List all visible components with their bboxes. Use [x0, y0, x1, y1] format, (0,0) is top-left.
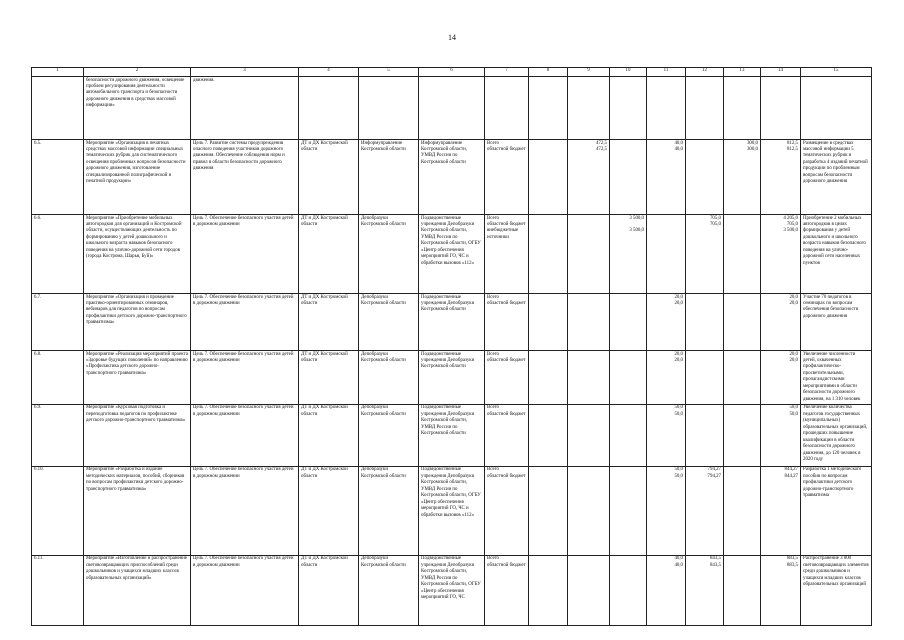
goal-text: Цель 7. Обеспечение безопасного участия детей в дорожном движении: [191, 215, 299, 294]
amount-value: [612, 467, 644, 473]
funding-source: [485, 555, 529, 625]
funding-source-line: областной бюджет: [487, 411, 526, 417]
co-executor: Депобразуки Костромской области: [359, 555, 419, 625]
amount-cell: [568, 77, 610, 140]
amount-value: [726, 78, 758, 84]
executor: ДТ и ДХ Костромской области: [299, 294, 359, 351]
amount-cell: [610, 466, 647, 555]
table-row: [32, 215, 872, 294]
funding-source-line: Всего: [487, 215, 499, 221]
row-number: 6.10.: [32, 466, 84, 555]
amount-value: 812,5: [786, 140, 798, 146]
recipient: [419, 77, 485, 140]
amount-cell: [610, 294, 647, 351]
amount-value: 3 500,0: [783, 228, 798, 234]
amount-value: 50,0: [789, 411, 798, 417]
amount-cell: [568, 466, 610, 555]
funding-source-line: областной бюджет: [487, 146, 526, 152]
amount-value: [531, 352, 565, 358]
table-row: [32, 555, 872, 625]
amount-value: 50,0: [674, 405, 683, 411]
funding-source-line: Всего: [487, 467, 499, 473]
event-name: Мероприятие «Разработка и издание методических материалов, пособий, сборников по вопросам профилактики детского дорожно-транспортного травматизма»: [84, 466, 191, 555]
funding-source-line: областной бюджет: [487, 357, 526, 363]
amount-value: 20,0: [789, 300, 798, 306]
amount-cell: [529, 294, 568, 351]
program-table: [31, 67, 872, 626]
amount-value: 705,0: [709, 215, 721, 221]
expected-result: Участие 70 педагогов в семинарах по вопросам обеспечения безопасности дорожного движения: [801, 294, 872, 351]
amount-value: [688, 352, 721, 358]
expected-result: Разработка 1 методического пособия по вопросам профилактики детского дорожно-транспортного травматизма: [801, 466, 872, 555]
amount-cell: [761, 77, 801, 140]
executor: [299, 77, 359, 140]
amount-value: 20,0: [789, 351, 798, 357]
amount-value: [570, 556, 607, 562]
amount-value: [531, 216, 565, 222]
row-number: 6.7.: [32, 294, 84, 351]
amount-cell: [724, 404, 761, 466]
co-executor: Информуправление Костромской области: [359, 140, 419, 215]
funding-source-line: [487, 78, 526, 84]
funding-source-line: Всего: [487, 140, 499, 146]
table-body: [32, 68, 872, 626]
amount-value: [570, 405, 607, 411]
amount-value: [531, 295, 565, 301]
amount-cell: [647, 294, 686, 351]
amount-value: 794,27: [707, 473, 721, 479]
expected-result: Увеличение количества педагогов государственных (муниципальных) образовательных организаций, прошедших повышение квалификации в области безопасности дорожного движения, до 120 человек в 2020 году: [801, 404, 872, 466]
funding-source-line: Всего: [487, 351, 499, 357]
amount-value: 472,5: [595, 140, 607, 146]
amount-value: 4 205,0: [783, 215, 798, 221]
amount-value: 705,0: [786, 221, 798, 227]
amount-cell: [610, 555, 647, 625]
amount-value: [531, 141, 565, 147]
page-number: 14: [448, 33, 456, 42]
column-number: 7: [485, 68, 529, 77]
amount-value: [726, 216, 758, 222]
amount-cell: [568, 404, 610, 466]
funding-source-line: Всего: [487, 294, 499, 300]
amount-cell: [686, 351, 724, 405]
amount-value: 705,0: [709, 221, 721, 227]
funding-source-line: областной бюджет: [487, 473, 526, 479]
event-name: Мероприятие «Организация в печатных средствах массовой информации специальных тематических рубрик для систематического освещения проблемных вопросов безопасности дорожного движения, изготовление специализированной полиграфической и печатной продукции»: [84, 140, 191, 215]
amount-value: 20,0: [789, 357, 798, 363]
goal-text: Цель 7. Обеспечение безопасного участия детей в дорожном движении: [191, 555, 299, 625]
amount-value: 20,0: [789, 294, 798, 300]
funding-source: [485, 215, 529, 294]
event-name: Мероприятие «Изготовление и распространение световозвращающих приспособлений среди дошкольников и учащихся младших классов образовательных организаций»: [84, 555, 191, 625]
amount-value: 300,0: [746, 140, 758, 146]
amount-value: [531, 556, 565, 562]
amount-value: [726, 467, 758, 473]
column-number: 1: [32, 68, 84, 77]
funding-source-line: внебюджетные источники: [487, 228, 519, 240]
funding-source: [485, 140, 529, 215]
table-row: [32, 466, 872, 555]
amount-value: 3 500,0: [629, 228, 644, 234]
amount-cell: [686, 404, 724, 466]
amount-cell: [761, 140, 801, 215]
amount-value: [726, 405, 758, 411]
recipient: Подведомственные учреждения Депобразуки Костромской области, УМВД России по Костромской области, ОГБУ «Центр обеспечения мероприятий ГО, ЧС: [419, 555, 485, 625]
event-name: Мероприятие «Курсовая подготовка и переподготовка педагогов по профилактике детского дорожно-транспортного травматизма»: [84, 404, 191, 466]
amount-cell: [761, 404, 801, 466]
amount-cell: [529, 466, 568, 555]
amount-value: 20,0: [674, 357, 683, 363]
goal-text: Цель 7. Обеспечение безопасного участия детей в дорожном движении: [191, 404, 299, 466]
funding-source-line: областной бюджет: [487, 562, 526, 568]
amount-cell: [529, 404, 568, 466]
amount-value: 40,0: [674, 556, 683, 562]
amount-cell: [647, 555, 686, 625]
amount-value: 843,5: [709, 562, 721, 568]
amount-value: [612, 405, 644, 411]
column-number: 6: [419, 68, 485, 77]
amount-cell: [761, 215, 801, 294]
amount-value: [612, 556, 644, 562]
column-number: 15: [801, 68, 872, 77]
amount-value: [531, 78, 565, 84]
row-number: 6.5.: [32, 140, 84, 215]
column-number: 9: [568, 68, 610, 77]
amount-cell: [647, 77, 686, 140]
table-row: [32, 351, 872, 405]
amount-cell: [724, 466, 761, 555]
amount-value: 843,5: [709, 556, 721, 562]
amount-value: 3 500,0: [629, 215, 644, 221]
event-name: Мероприятие «Реализация мероприятий проекта «Здоровье будущих поколений» по направлению «Профилактика детского дорожно-транспортного травматизма»: [84, 351, 191, 405]
funding-source-line: областной бюджет: [487, 221, 526, 227]
amount-value: 50,0: [674, 473, 683, 479]
funding-source: [485, 77, 529, 140]
expected-result: Увеличение численности детей, охваченных профилактическо-просветительными, пропагандистскими мероприятиями в области безопасности дорожного движения, на 1 310 человек: [801, 351, 872, 405]
recipient: Подведомственные учреждения Депобразуки Костромской области, УМВД России по Костромской области, ОГБУ «Центр обеспечения мероприятий ГО, ЧС и обработки вызовов «112»: [419, 466, 485, 555]
funding-source: [485, 404, 529, 466]
amount-value: 794,27: [707, 467, 721, 473]
column-number: 3: [191, 68, 299, 77]
amount-cell: [724, 140, 761, 215]
event-name: Мероприятие «Приобретение мобильных автогородков для организаций и Костромской области, осуществляющих деятельность по формированию у детей дошкольного и школьного возраста навыков безопасного поведения на улично-дорожной сети городов (города Кострома, Шарья, Буй)»: [84, 215, 191, 294]
amount-value: [726, 352, 758, 358]
event-name: Мероприятие «Организация и проведение практико-ориентированных семинаров, вебинаров для педагогов по вопросам профилактики детского дорожно-транспортного травматизма»: [84, 294, 191, 351]
table-row: [32, 140, 872, 215]
co-executor: Депобразуки Костромской области: [359, 215, 419, 294]
amount-value: [612, 352, 644, 358]
amount-cell: [647, 140, 686, 215]
goal-text: Цель 7. Обеспечение безопасного участия детей в дорожном движении: [191, 294, 299, 351]
amount-cell: [568, 351, 610, 405]
goal-text: движения.: [191, 77, 299, 140]
amount-value: 50,0: [674, 467, 683, 473]
recipient: Информуправление Костромской области, УМВД России по Костромской области: [419, 140, 485, 215]
column-number: 2: [84, 68, 191, 77]
amount-cell: [686, 140, 724, 215]
amount-value: [688, 405, 721, 411]
goal-text: Цель 7. Обеспечение безопасного участия детей в дорожном движении: [191, 466, 299, 555]
amount-value: 844,27: [784, 467, 798, 473]
funding-source: [485, 294, 529, 351]
amount-cell: [686, 77, 724, 140]
amount-value: 472,5: [595, 146, 607, 152]
amount-cell: [761, 466, 801, 555]
recipient: Подведомственные учреждения Депобразуки Костромской области: [419, 351, 485, 405]
amount-cell: [647, 351, 686, 405]
amount-value: [612, 78, 644, 84]
amount-value: [726, 295, 758, 301]
funding-source: [485, 351, 529, 405]
expected-result: [801, 77, 872, 140]
amount-cell: [761, 555, 801, 625]
goal-text: Цель 7. Развитие системы предупреждения опасного поведения участников дорожного движения. Обеспечение соблюдения норм и правил в области безопасности дорожного движения: [191, 140, 299, 215]
amount-cell: [529, 140, 568, 215]
executor: ДТ и ДХ Костромской области: [299, 215, 359, 294]
amount-cell: [568, 215, 610, 294]
amount-value: 50,0: [674, 411, 683, 417]
amount-cell: [529, 77, 568, 140]
amount-value: 40,0: [674, 562, 683, 568]
amount-cell: [647, 215, 686, 294]
amount-value: [688, 295, 721, 301]
row-number: 6.6.: [32, 215, 84, 294]
amount-cell: [529, 215, 568, 294]
co-executor: [359, 77, 419, 140]
amount-value: [688, 141, 721, 147]
co-executor: Депобразуки Костромской области: [359, 294, 419, 351]
event-name: безопасности дорожного движения, освещение проблем регулирования деятельности автомобильного транспорта и безопасности дорожного движения в средствах массовой информации»: [84, 77, 191, 140]
amount-value: [531, 405, 565, 411]
column-number: 10: [610, 68, 647, 77]
amount-value: [570, 78, 607, 84]
amount-value: [612, 295, 644, 301]
amount-cell: [610, 351, 647, 405]
column-number-row: [32, 68, 872, 77]
expected-result: Приобретение 2 мобильных автогородков в целях формирования у детей дошкольного и школьного возраста навыков безопасного поведения на улично-дорожной сети населенных пунктов: [801, 215, 872, 294]
amount-value: 20,0: [674, 294, 683, 300]
amount-cell: [529, 555, 568, 625]
amount-value: 50,0: [789, 405, 798, 411]
funding-source-line: областной бюджет: [487, 300, 526, 306]
amount-value: [763, 78, 798, 84]
amount-cell: [610, 404, 647, 466]
column-number: 4: [299, 68, 359, 77]
amount-cell: [724, 555, 761, 625]
amount-cell: [724, 215, 761, 294]
amount-cell: [686, 466, 724, 555]
amount-value: 844,27: [784, 473, 798, 479]
amount-cell: [647, 466, 686, 555]
funding-source-line: Всего: [487, 556, 499, 562]
amount-value: [726, 556, 758, 562]
amount-cell: [610, 215, 647, 294]
amount-value: [570, 216, 607, 222]
amount-cell: [610, 140, 647, 215]
executor: ДТ и ДХ Костромской области: [299, 466, 359, 555]
executor: ДТ и ДХ Костромской области: [299, 404, 359, 466]
recipient: Подведомственные учреждения Депобразуки Костромской области, УМВД России по Костромской области, ОГБУ «Центр обеспечения мероприятий ГО, ЧС и обработки вызовов «112»: [419, 215, 485, 294]
expected-result: Размещение в средствах массовой информации 5 тематических рубрик и разработка 4 изданий печатной продукции по проблемным вопросам безопасности дорожного движения: [801, 140, 872, 215]
row-number: 6.8.: [32, 351, 84, 405]
recipient: Подведомственные учреждения Депобразуки Костромской области: [419, 294, 485, 351]
recipient: Подведомственные учреждения Депобразуки Костромской области, УМВД России по Костромской области: [419, 404, 485, 466]
column-number: 13: [724, 68, 761, 77]
co-executor: Депобразуки Костромской области: [359, 466, 419, 555]
funding-source: [485, 466, 529, 555]
amount-value: 20,0: [674, 351, 683, 357]
co-executor: Депобразуки Костромской области: [359, 404, 419, 466]
amount-cell: [761, 351, 801, 405]
amount-value: [570, 352, 607, 358]
amount-value: 40,0: [674, 140, 683, 146]
row-number: 6.9.: [32, 404, 84, 466]
column-number: 12: [686, 68, 724, 77]
amount-value: [570, 295, 607, 301]
amount-value: 300,0: [746, 146, 758, 152]
amount-cell: [568, 294, 610, 351]
amount-cell: [724, 294, 761, 351]
column-number: 14: [761, 68, 801, 77]
amount-value: [531, 467, 565, 473]
amount-cell: [686, 294, 724, 351]
executor: ДТ и ДХ Костромской области: [299, 351, 359, 405]
funding-source-line: Всего: [487, 405, 499, 411]
amount-value: 883,5: [786, 562, 798, 568]
amount-cell: [647, 404, 686, 466]
table-row: [32, 404, 872, 466]
amount-cell: [568, 555, 610, 625]
amount-value: 812,5: [786, 146, 798, 152]
table-row: [32, 294, 872, 351]
amount-value: 20,0: [674, 300, 683, 306]
column-number: 11: [647, 68, 686, 77]
amount-cell: [724, 77, 761, 140]
executor: ДТ и ДХ Костромской области: [299, 555, 359, 625]
amount-value: 883,5: [786, 556, 798, 562]
co-executor: Депобразуки Костромской области: [359, 351, 419, 405]
goal-text: Цель 7. Обеспечение безопасного участия детей в дорожном движении: [191, 351, 299, 405]
amount-value: [570, 467, 607, 473]
amount-value: 40,0: [674, 146, 683, 152]
table-row: [32, 77, 872, 140]
amount-value: [649, 78, 683, 84]
amount-cell: [724, 351, 761, 405]
column-number: 8: [529, 68, 568, 77]
amount-cell: [568, 140, 610, 215]
executor: ДТ и ДХ Костромской области: [299, 140, 359, 215]
amount-value: [649, 216, 683, 222]
amount-value: [688, 78, 721, 84]
row-number: 6.11.: [32, 555, 84, 625]
amount-value: [612, 141, 644, 147]
expected-result: Распространение 3 000 световозвращающих элементов среди дошкольников и учащихся младших классов образовательных организаций: [801, 555, 872, 625]
amount-cell: [529, 351, 568, 405]
amount-cell: [610, 77, 647, 140]
amount-cell: [761, 294, 801, 351]
amount-cell: [686, 555, 724, 625]
column-number: 5: [359, 68, 419, 77]
row-number: [32, 77, 84, 140]
amount-cell: [686, 215, 724, 294]
